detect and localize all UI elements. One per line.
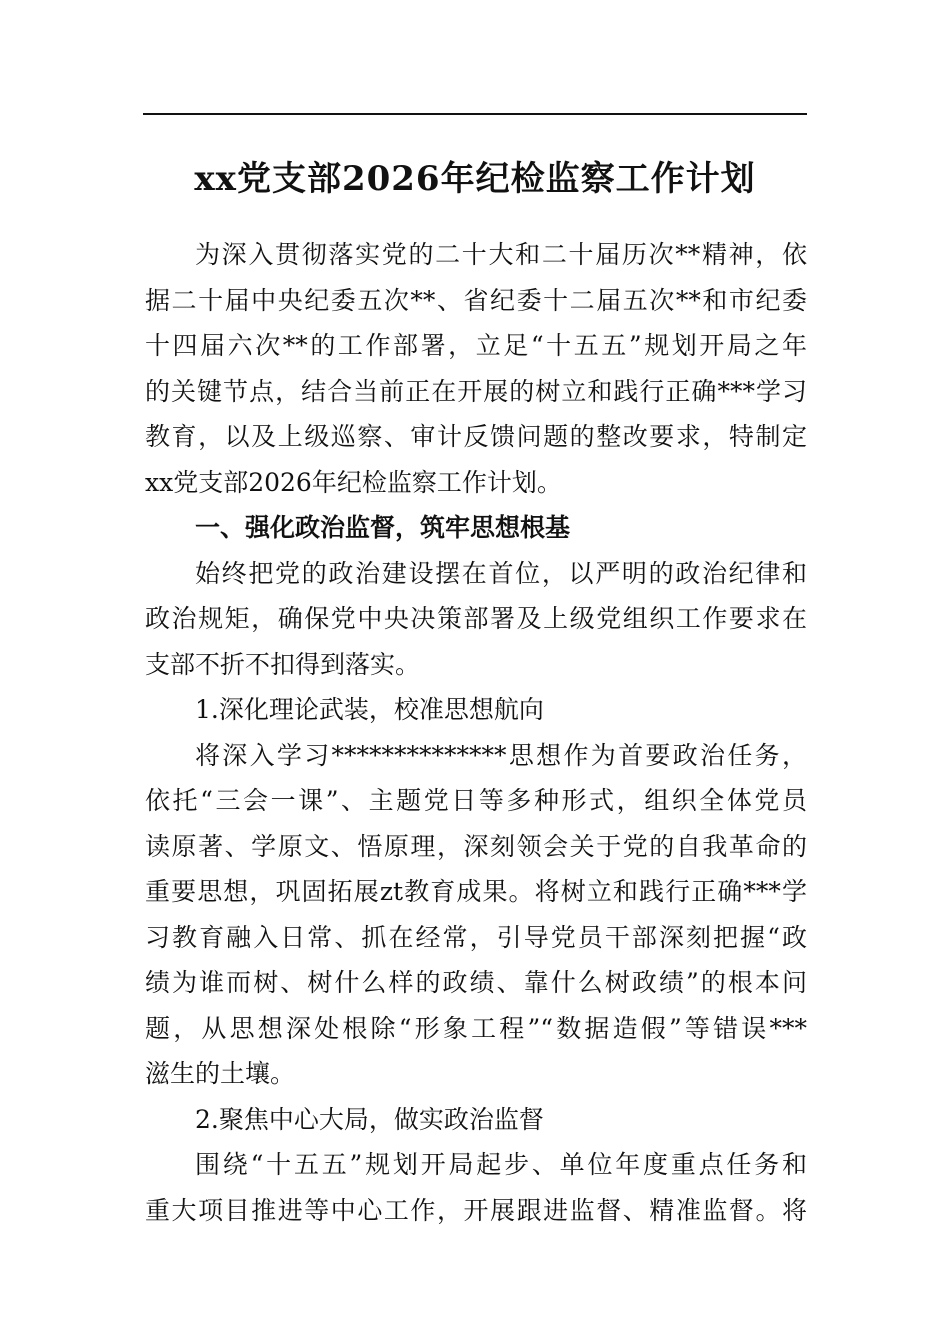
header-rule [143, 113, 807, 115]
section-line: 政治规矩，确保党中央决策部署及上级党组织工作要求在 [145, 604, 807, 633]
intro-line: xx党支部2026年纪检监察工作计划。 [145, 467, 562, 497]
subsection-line: 题，从思想深处根除“形象工程”“数据造假”等错误*** [145, 1013, 807, 1043]
subsection-line: 将深入学习**************思想作为首要政治任务， [195, 740, 807, 770]
document-body [145, 232, 807, 1233]
subsection-line: 围绕“十五五”规划开局起步、单位年度重点任务和 [195, 1150, 807, 1179]
subsection-line: 滋生的土壤。 [145, 1059, 296, 1088]
intro-line: 的关键节点，结合当前正在开展的树立和践行正确***学习 [145, 376, 807, 406]
subsection-line: 绩为谁而树、树什么样的政绩、靠什么树政绩”的根本问 [145, 968, 807, 997]
subsection-heading: 1.深化理论武装，校准思想航向 [195, 695, 544, 724]
subsection-heading: 2.聚焦中心大局，做实政治监督 [195, 1104, 544, 1134]
subsection-line: 重要思想，巩固拓展zt教育成果。将树立和践行正确***学 [145, 877, 807, 906]
section-line: 始终把党的政治建设摆在首位，以严明的政治纪律和 [195, 558, 807, 588]
subsection-line: 重大项目推进等中心工作，开展跟进监督、精准监督。将 [145, 1195, 807, 1225]
document-title: xx党支部2026年纪检监察工作计划 [194, 159, 756, 199]
intro-line: 为深入贯彻落实党的二十大和二十届历次**精神，依 [195, 240, 807, 269]
intro-line: 教育，以及上级巡察、审计反馈问题的整改要求，特制定 [145, 422, 807, 451]
intro-line: 十四届六次**的工作部署，立足“十五五”规划开局之年 [145, 331, 807, 360]
subsection-line: 习教育融入日常、抓在经常，引导党员干部深刻把握“政 [145, 922, 807, 952]
subsection-line: 读原著、学原文、悟原理，深刻领会关于党的自我革命的 [145, 831, 807, 861]
section-heading: 一、强化政治监督，筑牢思想根基 [195, 513, 571, 542]
intro-line: 据二十届中央纪委五次**、省纪委十二届五次**和市纪委 [145, 285, 807, 315]
section-line: 支部不折不扣得到落实。 [145, 649, 421, 679]
subsection-line: 依托“三会一课”、主题党日等多种形式，组织全体党员 [145, 786, 807, 815]
